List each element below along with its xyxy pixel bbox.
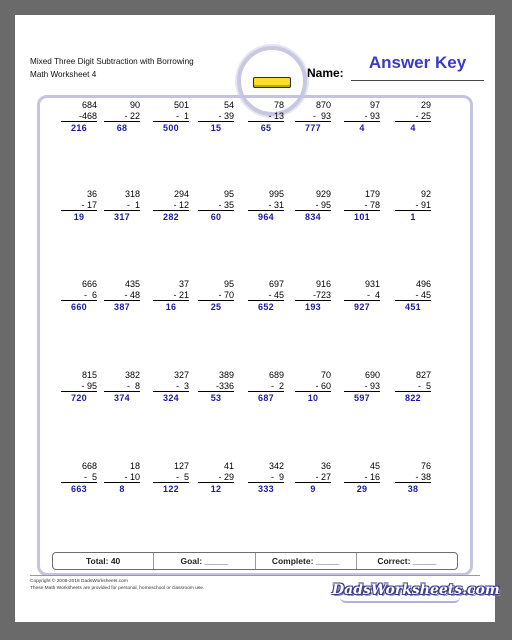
problem-minuend: 827 xyxy=(415,370,431,380)
problem-subtrahend: - 78 xyxy=(364,199,380,210)
problem-minuend: 382 xyxy=(124,370,140,380)
problem-rule xyxy=(153,482,189,483)
problem-rule xyxy=(344,300,380,301)
problem-subtrahend: - 48 xyxy=(124,289,140,300)
problem-subtrahend: -336 xyxy=(215,380,234,391)
problem xyxy=(344,461,380,495)
problem xyxy=(61,370,97,404)
problem-answer: 317 xyxy=(114,212,130,222)
problem-answer: 451 xyxy=(405,302,421,312)
problem-subtrahend: - 39 xyxy=(218,110,234,121)
problem-rule xyxy=(198,391,234,392)
problem-rule xyxy=(344,210,380,211)
problem-answer: 333 xyxy=(258,484,274,494)
problem-answer: 12 xyxy=(210,484,222,494)
problem-minuend: 92 xyxy=(420,189,431,199)
problem-minuend: 70 xyxy=(320,370,331,380)
problem-answer: 4 xyxy=(359,123,365,133)
logo-swoosh xyxy=(340,597,460,603)
problem-answer: 1 xyxy=(410,212,416,222)
problem-subtrahend: - 5 xyxy=(175,471,189,482)
problem xyxy=(395,189,431,223)
problem-minuend: 870 xyxy=(315,100,331,110)
problem-rule xyxy=(395,121,431,122)
name-line xyxy=(351,80,484,81)
problem-answer: 53 xyxy=(210,393,222,403)
problem xyxy=(248,100,284,134)
problem-rule xyxy=(61,210,97,211)
problem-minuend: 342 xyxy=(268,461,284,471)
problem-subtrahend: - 2 xyxy=(270,380,284,391)
problem-subtrahend: - 25 xyxy=(415,110,431,121)
problem-answer: 927 xyxy=(354,302,370,312)
problem-answer: 597 xyxy=(354,393,370,403)
worksheet-title-line2: Math Worksheet 4 xyxy=(30,70,97,79)
problem-minuend: 668 xyxy=(81,461,97,471)
problem-rule xyxy=(248,210,284,211)
problem-subtrahend: - 9 xyxy=(270,471,284,482)
footer-divider xyxy=(30,575,480,576)
problem xyxy=(61,461,97,495)
problem xyxy=(104,189,140,223)
answer-key-label: Answer Key xyxy=(368,53,467,72)
problem-subtrahend: - 1 xyxy=(175,110,189,121)
problem-subtrahend: - 1 xyxy=(126,199,140,210)
problem-minuend: 18 xyxy=(129,461,140,471)
problem-answer: 25 xyxy=(210,302,222,312)
problem-subtrahend: - 5 xyxy=(83,471,97,482)
problem-subtrahend: - 21 xyxy=(173,289,189,300)
problem-rule xyxy=(153,300,189,301)
problem xyxy=(295,100,331,134)
problem-rule xyxy=(248,300,284,301)
copyright-line1: Copyright © 2008-2018 DadsWorksheets.com xyxy=(30,579,128,584)
problem-answer: 101 xyxy=(354,212,370,222)
problem-rule xyxy=(295,121,331,122)
problem xyxy=(198,100,234,134)
problem-rule xyxy=(295,391,331,392)
problem-minuend: 931 xyxy=(364,279,380,289)
problem-minuend: 29 xyxy=(420,100,431,110)
problem-minuend: 76 xyxy=(420,461,431,471)
problem-minuend: 36 xyxy=(86,189,97,199)
problem xyxy=(104,100,140,134)
problem xyxy=(295,461,331,495)
problem-subtrahend: - 29 xyxy=(218,471,234,482)
problem-minuend: 916 xyxy=(315,279,331,289)
problem-rule xyxy=(248,121,284,122)
problem-minuend: 501 xyxy=(173,100,189,110)
problem-rule xyxy=(61,300,97,301)
problem-rule xyxy=(198,482,234,483)
problem-minuend: 995 xyxy=(268,189,284,199)
problem-minuend: 95 xyxy=(223,189,234,199)
problem xyxy=(295,189,331,223)
problem-rule xyxy=(198,121,234,122)
problem xyxy=(198,461,234,495)
problem-answer: 9 xyxy=(310,484,316,494)
problem-subtrahend: - 16 xyxy=(364,471,380,482)
problem-answer: 324 xyxy=(163,393,179,403)
problem xyxy=(198,189,234,223)
problem-rule xyxy=(248,391,284,392)
problem xyxy=(104,279,140,313)
problem xyxy=(295,370,331,404)
problem-subtrahend: - 4 xyxy=(366,289,380,300)
score-bar xyxy=(52,552,458,570)
problem-subtrahend: -723 xyxy=(312,289,331,300)
score-correct: Correct: _____ xyxy=(377,556,437,566)
problem-subtrahend: - 27 xyxy=(315,471,331,482)
problem-rule xyxy=(295,210,331,211)
problem-subtrahend: - 12 xyxy=(173,199,189,210)
problem-answer: 652 xyxy=(258,302,274,312)
problem xyxy=(344,100,380,134)
problem xyxy=(344,189,380,223)
problem xyxy=(248,461,284,495)
problem xyxy=(248,279,284,313)
problem-rule xyxy=(153,121,189,122)
problem-answer: 122 xyxy=(163,484,179,494)
problem-rule xyxy=(248,482,284,483)
problem-answer: 8 xyxy=(119,484,125,494)
problem xyxy=(395,279,431,313)
problem-subtrahend: - 5 xyxy=(417,380,431,391)
problem-answer: 500 xyxy=(163,123,179,133)
problem-answer: 10 xyxy=(307,393,319,403)
problem xyxy=(395,100,431,134)
problem-answer: 16 xyxy=(165,302,177,312)
name-label: Name: xyxy=(307,66,344,80)
problem xyxy=(248,370,284,404)
problem-rule xyxy=(344,121,380,122)
problem-minuend: 78 xyxy=(273,100,284,110)
problem-subtrahend: - 91 xyxy=(415,199,431,210)
problem xyxy=(395,370,431,404)
problem-minuend: 496 xyxy=(415,279,431,289)
problem-subtrahend: - 60 xyxy=(315,380,331,391)
problem-answer: 193 xyxy=(305,302,321,312)
problem-minuend: 41 xyxy=(223,461,234,471)
problem-subtrahend: - 70 xyxy=(218,289,234,300)
problem-answer: 822 xyxy=(405,393,421,403)
problem-answer: 19 xyxy=(73,212,85,222)
problem-minuend: 54 xyxy=(223,100,234,110)
problem-rule xyxy=(344,482,380,483)
problem-minuend: 327 xyxy=(173,370,189,380)
problem xyxy=(344,279,380,313)
problem-answer: 65 xyxy=(260,123,272,133)
problem xyxy=(198,370,234,404)
problem-answer: 720 xyxy=(71,393,87,403)
problem-answer: 38 xyxy=(407,484,419,494)
problem-answer: 29 xyxy=(356,484,368,494)
problem-minuend: 127 xyxy=(173,461,189,471)
problem-rule xyxy=(104,391,140,392)
problem-rule xyxy=(395,391,431,392)
problem xyxy=(104,461,140,495)
problem xyxy=(153,370,189,404)
copyright xyxy=(30,579,204,592)
problem xyxy=(153,100,189,134)
problem-answer: 660 xyxy=(71,302,87,312)
problem-subtrahend: - 6 xyxy=(83,289,97,300)
problem-minuend: 666 xyxy=(81,279,97,289)
problem xyxy=(198,279,234,313)
problem-rule xyxy=(61,482,97,483)
problem-rule xyxy=(104,121,140,122)
problem-rule xyxy=(61,121,97,122)
problem-minuend: 37 xyxy=(178,279,189,289)
problem xyxy=(61,279,97,313)
problem-minuend: 97 xyxy=(369,100,380,110)
problem-minuend: 36 xyxy=(320,461,331,471)
problem xyxy=(295,279,331,313)
score-complete: Complete: _____ xyxy=(256,553,357,569)
worksheet-title xyxy=(30,55,230,81)
problem-subtrahend: - 3 xyxy=(175,380,189,391)
problem xyxy=(153,279,189,313)
problem-rule xyxy=(198,300,234,301)
worksheet-page xyxy=(15,15,500,622)
problem-subtrahend: - 35 xyxy=(218,199,234,210)
bar-icon xyxy=(253,77,291,88)
problem-answer: 687 xyxy=(258,393,274,403)
problem-answer: 15 xyxy=(210,123,222,133)
problem-subtrahend: - 45 xyxy=(268,289,284,300)
problem-answer: 282 xyxy=(163,212,179,222)
problem-rule xyxy=(395,300,431,301)
problem-subtrahend: - 93 xyxy=(364,110,380,121)
problem-minuend: 435 xyxy=(124,279,140,289)
problem-answer: 387 xyxy=(114,302,130,312)
problem xyxy=(395,461,431,495)
problem-rule xyxy=(61,391,97,392)
problem xyxy=(344,370,380,404)
problem-rule xyxy=(153,391,189,392)
problem-minuend: 929 xyxy=(315,189,331,199)
problem-answer: 663 xyxy=(71,484,87,494)
problem-rule xyxy=(395,482,431,483)
problem-subtrahend: - 95 xyxy=(315,199,331,210)
problem xyxy=(153,189,189,223)
problem-rule xyxy=(104,300,140,301)
problem-subtrahend: - 17 xyxy=(81,199,97,210)
problem-answer: 216 xyxy=(71,123,87,133)
problem-rule xyxy=(344,391,380,392)
problem-answer: 834 xyxy=(305,212,321,222)
problem-rule xyxy=(295,300,331,301)
problem-subtrahend: - 13 xyxy=(268,110,284,121)
problem-minuend: 90 xyxy=(129,100,140,110)
copyright-line2: These Math Worksheets are provided for personal, homeschool or classroom use. xyxy=(30,585,205,591)
problem-minuend: 95 xyxy=(223,279,234,289)
problem-rule xyxy=(104,482,140,483)
problem-subtrahend: - 10 xyxy=(124,471,140,482)
problem-answer: 374 xyxy=(114,393,130,403)
problem-answer: 777 xyxy=(305,123,321,133)
problem-answer: 4 xyxy=(410,123,416,133)
problem-minuend: 690 xyxy=(364,370,380,380)
problem-minuend: 294 xyxy=(173,189,189,199)
problem-answer: 964 xyxy=(258,212,274,222)
worksheet-title-line1: Mixed Three Digit Subtraction with Borrowing xyxy=(30,57,194,66)
problem-minuend: 179 xyxy=(364,189,380,199)
problem-subtrahend: - 38 xyxy=(415,471,431,482)
problem-minuend: 45 xyxy=(369,461,380,471)
problem-subtrahend: - 8 xyxy=(126,380,140,391)
problem-rule xyxy=(395,210,431,211)
problem-minuend: 689 xyxy=(268,370,284,380)
problem-minuend: 318 xyxy=(124,189,140,199)
score-goal: Goal: _____ xyxy=(154,553,255,569)
problem-subtrahend: - 31 xyxy=(268,199,284,210)
site-logo: DadsWorksheets.com xyxy=(332,582,500,598)
problems-frame xyxy=(37,95,473,576)
problem-answer: 68 xyxy=(116,123,128,133)
problem-rule xyxy=(104,210,140,211)
problem-minuend: 389 xyxy=(218,370,234,380)
problem-minuend: 684 xyxy=(81,100,97,110)
problem-subtrahend: - 93 xyxy=(364,380,380,391)
problem xyxy=(61,100,97,134)
problem-minuend: 697 xyxy=(268,279,284,289)
score-total: Total: 40 xyxy=(53,553,154,569)
problem-rule xyxy=(153,210,189,211)
problem xyxy=(104,370,140,404)
problem xyxy=(248,189,284,223)
problem-subtrahend: -468 xyxy=(78,110,97,121)
problem-subtrahend: - 22 xyxy=(124,110,140,121)
problem-rule xyxy=(198,210,234,211)
problem-subtrahend: - 45 xyxy=(415,289,431,300)
problem-subtrahend: - 93 xyxy=(312,110,331,121)
problem xyxy=(153,461,189,495)
problem xyxy=(61,189,97,223)
problem-rule xyxy=(295,482,331,483)
problem-answer: 60 xyxy=(210,212,222,222)
problem-minuend: 815 xyxy=(81,370,97,380)
problem-subtrahend: - 95 xyxy=(81,380,97,391)
